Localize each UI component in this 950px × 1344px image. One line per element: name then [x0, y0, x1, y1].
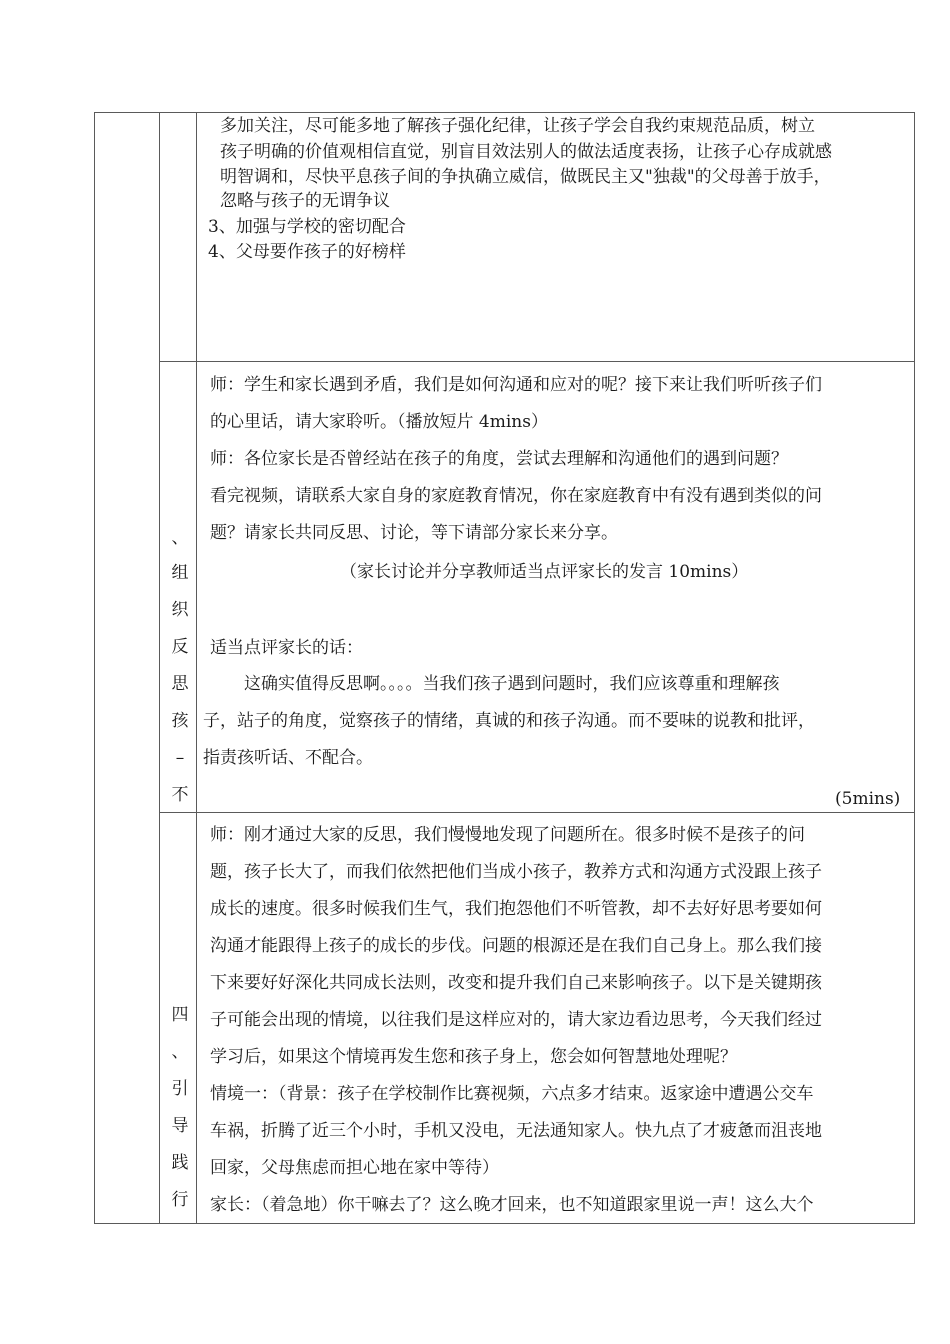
row2-label-char: – — [175, 748, 185, 768]
row2-line: 师：各位家长是否曾经站在孩子的角度，尝试去理解和沟通他们的遇到问题？ — [210, 449, 788, 469]
row2-line: 指责孩听话、不配合。 — [203, 748, 373, 768]
table-border-left — [94, 112, 95, 1224]
row3-line: 题，孩子长大了，而我们依然把他们当成小孩子，教养方式和沟通方式没跟上孩子 — [210, 862, 822, 882]
row3-line: 下来要好好深化共同成长法则，改变和提升我们自己来影响孩子。以下是关键期孩 — [210, 973, 822, 993]
row-divider-1 — [159, 361, 915, 362]
row1-line-2: 孩子明确的价值观相信直觉，别盲目效法别人的做法适度表扬，让孩子心存成就感 — [220, 142, 832, 162]
row3-line: 车祸，折腾了近三个小时，手机又没电，无法通知家人。快九点了才疲惫而沮丧地 — [210, 1121, 822, 1141]
row2-time: (5mins) — [835, 789, 901, 809]
row1-item-3: 3、加强与学校的密切配合 — [208, 217, 406, 237]
table-border-right — [914, 112, 915, 1224]
row2-label-char: 思 — [171, 674, 189, 694]
row2-line: 看完视频，请联系大家自身的家庭教育情况，你在家庭教育中有没有遇到类似的问 — [210, 486, 822, 506]
row1-line-1: 多加关注，尽可能多地了解孩子强化纪律，让孩子学会自我约束规范品质，树立 — [220, 116, 815, 136]
row3-line: 回家，父母焦虑而担心地在家中等待） — [210, 1158, 499, 1178]
row2-line: 的心里话，请大家聆听。（播放短片 4mins） — [210, 412, 548, 432]
row2-line: 适当点评家长的话： — [210, 638, 363, 658]
row2-label-char: 孩 — [171, 711, 189, 731]
column-divider-1 — [159, 112, 160, 1224]
row2-line: 子，站子的角度，觉察孩子的情绪，真诚的和孩子沟通。而不要味的说教和批评， — [203, 711, 815, 731]
row2-line: 题？请家长共同反思、讨论，等下请部分家长来分享。 — [210, 523, 618, 543]
row3-label-char: 导 — [171, 1116, 189, 1136]
table-border-top — [94, 112, 915, 113]
row3-line: 子可能会出现的情境，以往我们是这样应对的，请大家边看边思考，今天我们经过 — [210, 1010, 822, 1030]
row2-line: 师：学生和家长遇到矛盾，我们是如何沟通和应对的呢？接下来让我们听听孩子们 — [210, 375, 822, 395]
row2-label-char: 织 — [171, 600, 189, 620]
row3-line: 成长的速度。很多时候我们生气，我们抱怨他们不听管教，却不去好好思考要如何 — [210, 899, 822, 919]
row2-note: （家长讨论并分享教师适当点评家长的发言 10mins） — [340, 562, 749, 582]
row3-label-char: 引 — [171, 1079, 189, 1099]
table-border-bottom — [94, 1223, 915, 1224]
row1-line-3: 明智调和，尽快平息孩子间的争执确立威信，做既民主又"独裁"的父母善于放手， — [220, 167, 831, 187]
row3-label-char: 践 — [171, 1153, 189, 1173]
row1-line-4: 忽略与孩子的无谓争议 — [220, 191, 390, 211]
row3-line: 师：刚才通过大家的反思，我们慢慢地发现了问题所在。很多时候不是孩子的问 — [210, 825, 805, 845]
column-divider-2 — [196, 112, 197, 1224]
row3-line: 学习后，如果这个情境再发生您和孩子身上，您会如何智慧地处理呢？ — [210, 1047, 737, 1067]
row2-label-char: 不 — [171, 785, 189, 805]
row3-label-char: 、 — [171, 1042, 189, 1062]
row1-item-4: 4、父母要作孩子的好榜样 — [208, 242, 406, 262]
row3-line: 家长：（着急地）你干嘛去了？这么晚才回来，也不知道跟家里说一声！这么大个 — [210, 1195, 814, 1215]
row2-line: 这确实值得反思啊。。。。当我们孩子遇到问题时，我们应该尊重和理解孩 — [244, 674, 780, 694]
row3-line: 情境一：（背景：孩子在学校制作比赛视频，六点多才结束。返家途中遭遇公交车 — [210, 1084, 814, 1104]
row2-label-char: 反 — [171, 637, 189, 657]
row2-label-char: 、 — [171, 528, 189, 548]
row3-label-char: 行 — [171, 1190, 189, 1210]
row-divider-2 — [159, 812, 915, 813]
row2-label-char: 组 — [171, 563, 189, 583]
row3-line: 沟通才能跟得上孩子的成长的步伐。问题的根源还是在我们自己身上。那么我们接 — [210, 936, 822, 956]
row3-label-char: 四 — [171, 1005, 189, 1025]
